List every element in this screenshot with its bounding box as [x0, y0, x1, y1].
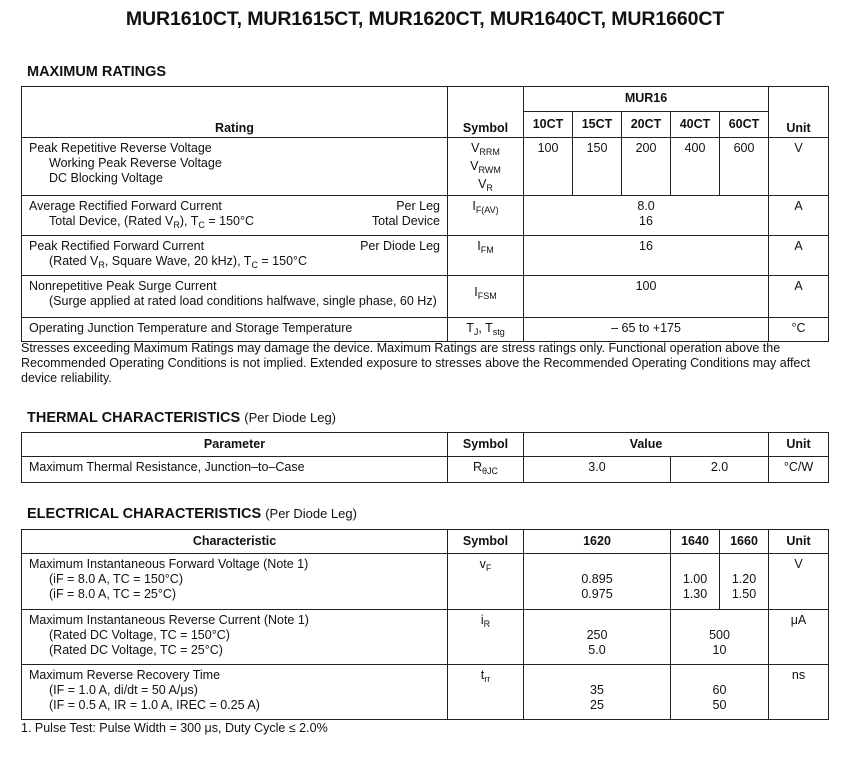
value: 10 [712, 643, 727, 657]
table-row [22, 554, 829, 610]
unit: A [769, 196, 829, 236]
value: 25 [590, 698, 604, 712]
rating-label: Working Peak Reverse Voltage [49, 156, 222, 170]
rating-label: Operating Junction Temperature and Storage Temperature [22, 318, 448, 342]
unit: ns [769, 665, 829, 720]
char-label: Maximum Instantaneous Forward Voltage (Note 1) [29, 557, 309, 571]
value: 50 [712, 698, 727, 712]
rating-cond: Per Leg [396, 199, 440, 213]
value: 100 [524, 276, 769, 318]
symbol: $t_{rr}$ [448, 665, 524, 720]
rating-cond: Per Diode Leg [360, 239, 440, 253]
rating-label: Average Rectified Forward Current [29, 199, 222, 213]
col-unit: Unit [769, 530, 829, 554]
col-symbol: Symbol [448, 433, 524, 457]
rating-label: (Rated $V_R$, Square Wave, 20 kHz), $T_C = 150^\circ C$ [49, 254, 308, 270]
value: 1.30 [682, 587, 708, 601]
table-row [22, 457, 829, 483]
char-label: Maximum Reverse Recovery Time [29, 668, 221, 682]
col-1620: 1620 [524, 530, 671, 554]
col-symbol: Symbol [448, 530, 524, 554]
col-char: Characteristic [22, 530, 448, 554]
table-row [22, 236, 829, 276]
symbol: $i_R$ [448, 610, 524, 665]
char-label: Maximum Instantaneous Reverse Current (Note 1) [29, 613, 309, 627]
rating-label: Nonrepetitive Peak Surge Current [29, 279, 217, 293]
rating-label: Peak Rectified Forward Current [29, 239, 205, 253]
value: 100 [524, 138, 573, 196]
char-cond: (iF = 8.0 A, TC = 25°C) [49, 587, 177, 601]
symbol: $V_{RWM}$ [470, 159, 501, 175]
value: 16 [524, 236, 769, 276]
thermal-heading: THERMAL CHARACTERISTICS (Per Diode Leg) [27, 410, 337, 426]
value: 1.00 [682, 572, 708, 586]
col-param: Parameter [22, 433, 448, 457]
col-device: 10CT [524, 112, 573, 138]
table-row [22, 610, 829, 665]
unit: °C/W [769, 457, 829, 483]
electrical-heading: ELECTRICAL CHARACTERISTICS (Per Diode Leg) [27, 506, 357, 522]
unit: V [769, 554, 829, 610]
table-row [22, 318, 829, 342]
symbol: $V_{RRM}$ [471, 141, 500, 157]
table-row [22, 665, 829, 720]
unit: V [769, 138, 829, 196]
value: 60 [712, 683, 727, 697]
symbol: $v_F$ [448, 554, 524, 610]
symbol: $V_R$ [478, 177, 493, 193]
col-device: 15CT [573, 112, 622, 138]
value: 200 [622, 138, 671, 196]
ratings-note: Stresses exceeding Maximum Ratings may damage the device. Maximum Ratings are stress ratings only. Functional operation above the Recommended Operating Conditions is not implied. Extended exposure to stresses above the Recommended Operating Conditions may affect device reliability. [21, 341, 811, 385]
unit: A [769, 236, 829, 276]
value: 8.0 [637, 199, 655, 213]
value: 250 [586, 628, 608, 642]
value: 1.50 [731, 587, 757, 601]
char-cond: (Rated DC Voltage, TC = 25°C) [49, 643, 223, 657]
symbol: $R_{\theta JC}$ [448, 457, 524, 483]
max-ratings-table [21, 86, 829, 342]
value: 400 [671, 138, 720, 196]
electrical-table [21, 529, 829, 720]
col-value: Value [524, 433, 769, 457]
unit: μA [769, 610, 829, 665]
col-group: MUR16 [524, 87, 769, 112]
value: – 65 to +175 [524, 318, 769, 342]
table-row [22, 196, 829, 236]
value: 600 [720, 138, 769, 196]
value: 1.20 [731, 572, 757, 586]
page-title: MUR1610CT, MUR1615CT, MUR1620CT, MUR1640CT, MUR1660CT [125, 8, 725, 30]
char-cond: (IF = 1.0 A, di/dt = 50 A/μs) [49, 683, 198, 697]
rating-cond: Total Device [371, 214, 440, 228]
value: 3.0 [524, 457, 671, 483]
max-ratings-heading: MAXIMUM RATINGS [27, 64, 167, 80]
footnote: 1. Pulse Test: Pulse Width = 300 μs, Duty Cycle ≤ 2.0% [21, 721, 328, 735]
table-row [22, 276, 829, 318]
rating-label: Total Device, (Rated $V_R$), $T_C = 150^\circ C$ [49, 214, 255, 230]
value: 150 [573, 138, 622, 196]
col-1640: 1640 [671, 530, 720, 554]
symbol: $I_{F(AV)}$ [448, 196, 524, 236]
value: 2.0 [671, 457, 769, 483]
col-unit: Unit [769, 433, 829, 457]
char-cond: (Rated DC Voltage, TC = 150°C) [49, 628, 230, 642]
col-1660: 1660 [720, 530, 769, 554]
col-rating: Rating [22, 87, 448, 138]
value: 500 [709, 628, 730, 642]
col-device: 40CT [671, 112, 720, 138]
rating-label: (Surge applied at rated load conditions halfwave, single phase, 60 Hz) [49, 294, 437, 308]
thermal-table [21, 432, 829, 483]
char-cond: (iF = 8.0 A, TC = 150°C) [49, 572, 183, 586]
rating-label: DC Blocking Voltage [49, 171, 163, 185]
value: 0.895 [581, 572, 613, 586]
symbol: $I_{FSM}$ [448, 276, 524, 318]
unit: A [769, 276, 829, 318]
col-symbol: Symbol [448, 87, 524, 138]
value: 0.975 [581, 587, 613, 601]
rating-label: Peak Repetitive Reverse Voltage [29, 141, 212, 155]
symbol: $T_J$, $T_{stg}$ [448, 318, 524, 342]
col-unit: Unit [769, 87, 829, 138]
value: 16 [639, 214, 653, 228]
symbol: $I_{FM}$ [448, 236, 524, 276]
col-device: 60CT [720, 112, 769, 138]
table-row [22, 138, 829, 196]
value: 35 [590, 683, 604, 697]
unit: °C [769, 318, 829, 342]
param-label: Maximum Thermal Resistance, Junction–to–Case [22, 457, 448, 483]
col-device: 20CT [622, 112, 671, 138]
value: 5.0 [588, 643, 606, 657]
char-cond: (IF = 0.5 A, IR = 1.0 A, IREC = 0.25 A) [49, 698, 260, 712]
